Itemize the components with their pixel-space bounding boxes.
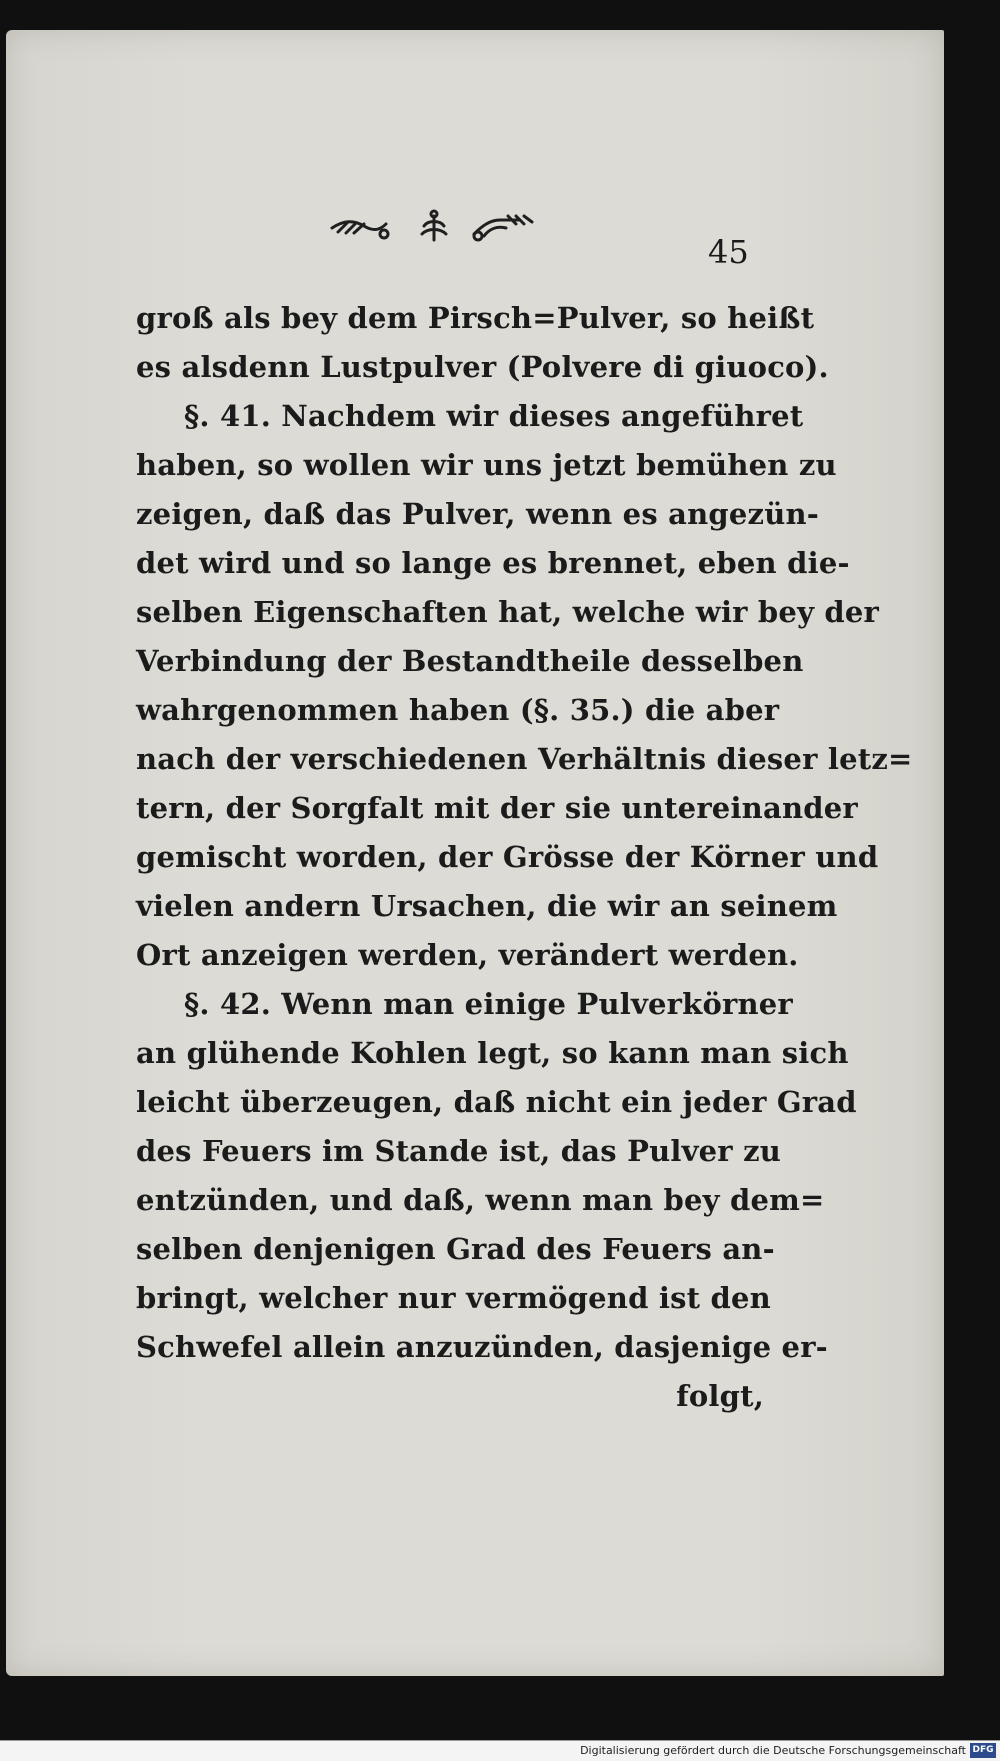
text-line: Ort anzeigen werden, verändert werden. <box>136 938 799 972</box>
text-line: groß als bey dem Pirsch=Pulver, so heißt <box>136 301 815 335</box>
funding-credit: Digitalisierung gefördert durch die Deutsche Forschungsgemeinschaft <box>580 1744 966 1757</box>
floral-ornament-icon <box>324 206 564 246</box>
text-line: Verbindung der Bestandtheile desselben <box>136 644 804 678</box>
dfg-logo: DFG <box>970 1743 996 1758</box>
text-line: wahrgenommen haben (§. 35.) die aber <box>136 693 780 727</box>
footer-bar <box>0 1740 1000 1761</box>
text-line: det wird und so lange es brennet, eben die- <box>136 546 850 580</box>
text-line: entzünden, und daß, wenn man bey dem= <box>136 1183 825 1217</box>
text-line: vielen andern Ursachen, die wir an seinem <box>136 889 838 923</box>
text-line: haben, so wollen wir uns jetzt bemühen zu <box>136 448 837 482</box>
text-line: des Feuers im Stande ist, das Pulver zu <box>136 1134 782 1168</box>
book-page <box>6 30 944 1676</box>
text-line: §. 42. Wenn man einige Pulverkörner <box>184 987 793 1021</box>
text-line: an glühende Kohlen legt, so kann man sich <box>136 1036 849 1070</box>
text-line: selben denjenigen Grad des Feuers an- <box>136 1232 775 1266</box>
text-line: bringt, welcher nur vermögend ist den <box>136 1281 771 1315</box>
catchword: folgt, <box>676 1379 764 1413</box>
text-line: tern, der Sorgfalt mit der sie untereinander <box>136 791 858 825</box>
text-line: leicht überzeugen, daß nicht ein jeder Grad <box>136 1085 857 1119</box>
text-line: es alsdenn Lustpulver (Polvere di giuoco). <box>136 350 829 384</box>
text-line: selben Eigenschaften hat, welche wir bey der <box>136 595 880 629</box>
text-line: §. 41. Nachdem wir dieses angeführet <box>184 399 804 433</box>
text-line: nach der verschiedenen Verhältnis dieser letz= <box>136 742 913 776</box>
text-line: Schwefel allein anzuzünden, dasjenige er- <box>136 1330 828 1364</box>
text-line: gemischt worden, der Grösse der Körner und <box>136 840 879 874</box>
text-line: zeigen, daß das Pulver, wenn es angezün- <box>136 497 820 531</box>
page-number: 45 <box>708 233 749 271</box>
